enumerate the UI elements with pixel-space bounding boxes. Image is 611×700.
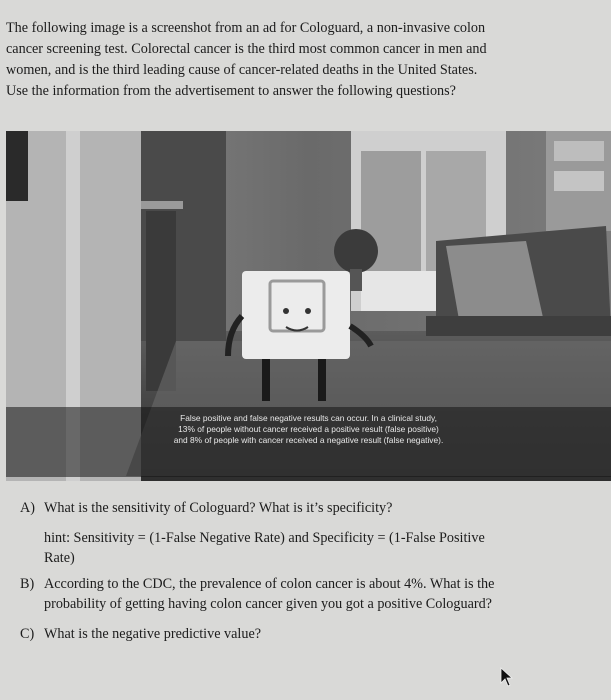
mouse-cursor-icon (500, 667, 514, 687)
question-list (20, 498, 590, 644)
question-label: C) (20, 626, 35, 642)
hint-line: Rate) (44, 550, 75, 566)
hint-line: hint: Sensitivity = (1-False Negative Rate) and Specificity = (1-False Positive (44, 530, 485, 546)
ad-disclaimer-caption (6, 407, 611, 477)
intro-paragraph (6, 18, 596, 102)
question-text: What is the sensitivity of Cologuard? What is it’s specificity? (44, 500, 393, 516)
question-label: B) (20, 576, 35, 592)
intro-line: cancer screening test. Colorectal cancer is the third most common cancer in men and (6, 41, 487, 57)
question-text: What is the negative predictive value? (44, 626, 262, 642)
caption-line: and 8% of people with cancer received a negative result (false negative). (173, 435, 444, 445)
question-label: A) (20, 500, 35, 516)
question-c (20, 624, 590, 644)
question-a (20, 498, 590, 518)
question-text: probability of getting having colon cancer given you got a positive Cologuard? (44, 596, 492, 612)
advertisement-screenshot (6, 131, 611, 481)
intro-line: The following image is a screenshot from an ad for Cologuard, a non-invasive colon (6, 20, 486, 36)
caption-line: False positive and false negative results can occur. In a clinical study, (180, 413, 437, 423)
intro-line: Use the information from the advertisement to answer the following questions? (6, 83, 456, 99)
hint-text (20, 528, 590, 568)
question-text: According to the CDC, the prevalence of colon cancer is about 4%. What is the (44, 576, 495, 592)
caption-line: 13% of people without cancer received a positive result (false positive) (178, 424, 439, 434)
intro-line: women, and is the third leading cause of cancer-related deaths in the United States. (6, 62, 478, 78)
question-b (20, 574, 590, 614)
